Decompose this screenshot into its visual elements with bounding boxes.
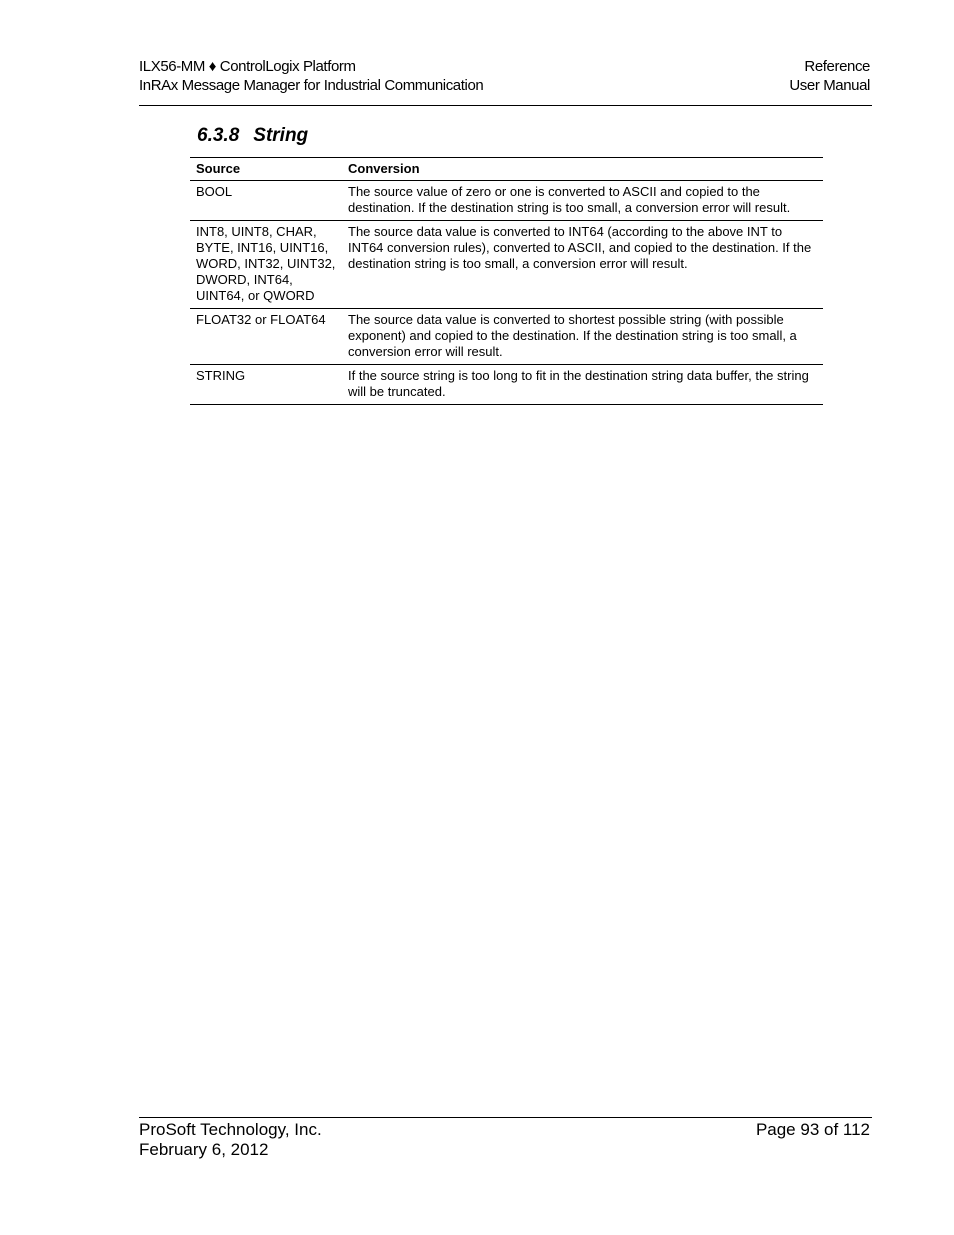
table-row — [190, 309, 823, 365]
conversion-cell: The source data value is converted to shortest possible string (with possible exponent) and copied to the destination. If the destination string is too small, a conversion error will result. — [342, 309, 823, 365]
section-heading — [197, 125, 308, 147]
conversion-cell: The source data value is converted to INT64 (according to the above INT to INT64 conversion rules), converted to ASCII, and copied to the destination. If the destination string is too small, a conversion error will result. — [342, 221, 823, 309]
header-section: Reference — [804, 58, 870, 75]
table-header-row — [190, 158, 823, 181]
conversion-cell: If the source string is too long to fit in the destination string data buffer, the string will be truncated. — [342, 365, 823, 405]
conversion-table — [190, 157, 823, 405]
footer-divider — [139, 1117, 872, 1118]
footer-company: ProSoft Technology, Inc. — [139, 1120, 322, 1139]
header-product-subtitle: InRAx Message Manager for Industrial Communication — [139, 77, 484, 94]
section-title: String — [253, 125, 309, 146]
table-row — [190, 181, 823, 221]
header-doc-type: User Manual — [789, 77, 870, 94]
header-divider — [139, 105, 872, 106]
footer-page-number: Page 93 of 112 — [755, 1120, 870, 1139]
page-footer — [139, 1120, 870, 1160]
column-header-conversion: Conversion — [342, 158, 823, 181]
section-number: 6.3.8 — [197, 125, 240, 146]
footer-date: February 6, 2012 — [139, 1140, 269, 1159]
source-cell: BOOL — [190, 181, 342, 221]
source-cell: INT8, UINT8, CHAR, BYTE, INT16, UINT16, WORD, INT32, UINT32, DWORD, INT64, UINT64, or QWORD — [190, 221, 342, 309]
page-header — [139, 57, 870, 95]
table-row — [190, 221, 823, 309]
header-product: ILX56-MM ♦ ControlLogix Platform — [139, 58, 356, 75]
column-header-source: Source — [190, 158, 342, 181]
conversion-cell: The source value of zero or one is converted to ASCII and copied to the destination. If the destination string is too small, a conversion error will result. — [342, 181, 823, 221]
table-row — [190, 365, 823, 405]
source-cell: FLOAT32 or FLOAT64 — [190, 309, 342, 365]
source-cell: STRING — [190, 365, 342, 405]
